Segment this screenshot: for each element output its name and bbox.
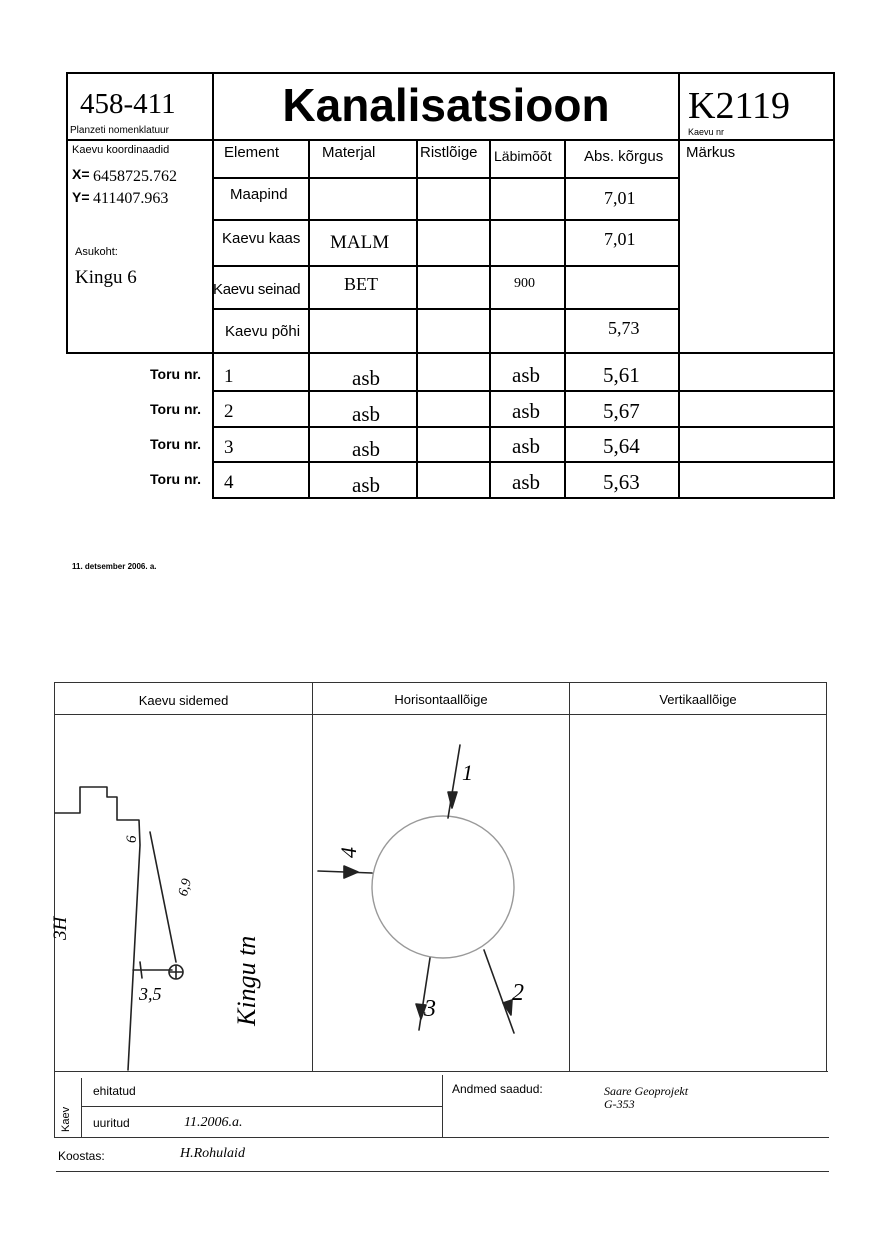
pipe-diameter: asb [512, 363, 540, 387]
page-title: Kanalisatsioon [282, 79, 610, 131]
note-dim-upper: 6 [124, 835, 140, 843]
pipe-number: 4 [224, 472, 234, 493]
element-height: 7,01 [604, 188, 636, 208]
col-diameter: Läbimõõt [494, 148, 552, 164]
col-cross-section: Ristlõige [420, 144, 478, 161]
dim-mark [140, 962, 142, 978]
element-name: Kaevu seinad [213, 281, 301, 298]
compiled-value: H.Rohulaid [180, 1146, 245, 1161]
data-label: Andmed saadud: [452, 1082, 543, 1096]
y-label: Y= [72, 189, 90, 205]
manhole-circle [372, 816, 514, 958]
distance-line [150, 832, 176, 962]
sheet-label: Planzeti nomenklatuur [70, 125, 169, 136]
pipe-height: 5,64 [603, 434, 640, 458]
col-element: Element [224, 144, 280, 161]
pipe-mark: 3 [424, 996, 436, 1022]
surveyed-value: 11.2006.a. [184, 1115, 243, 1130]
col-remarks: Märkus [686, 144, 736, 161]
pipe-material: asb [352, 402, 380, 426]
pipe-label: Toru nr. [150, 436, 202, 452]
compiled-label: Koostas: [58, 1149, 105, 1163]
pipe-material: asb [352, 473, 380, 497]
pipe-number: 3 [224, 437, 234, 458]
pipe-line-2 [484, 950, 514, 1033]
col-abs-height: Abs. kõrgus [584, 148, 664, 165]
pipe-material: asb [352, 437, 380, 461]
note-dim-diag: 6,9 [176, 877, 196, 898]
surveyed-label: uuritud [93, 1116, 130, 1130]
x-label: X= [72, 166, 90, 182]
element-name: Maapind [230, 186, 288, 203]
element-height: 7,01 [604, 229, 636, 249]
pipe-mark: 1 [462, 760, 473, 785]
location-label: Asukoht: [75, 246, 118, 258]
note-street: Kingu tn [232, 935, 261, 1026]
pipe-number: 1 [224, 366, 234, 387]
data-source-line2: G-353 [604, 1097, 635, 1111]
pipe-diameter: asb [512, 470, 540, 494]
x-value: 6458725.762 [93, 168, 177, 185]
pipe-height: 5,63 [603, 470, 640, 494]
pipe-label: Toru nr. [150, 366, 202, 382]
element-name: Kaevu kaas [222, 230, 301, 247]
element-name: Kaevu põhi [225, 323, 301, 340]
pipe-label: Toru nr. [150, 471, 202, 487]
pipe-mark: 2 [512, 980, 524, 1006]
pipe-material: asb [352, 366, 380, 390]
built-label: ehitatud [93, 1084, 136, 1098]
sheet-number: 458-411 [80, 88, 176, 120]
well-number: K2119 [688, 85, 791, 127]
element-diameter: 900 [514, 276, 535, 291]
document-date: 11. detsember 2006. a. [72, 562, 157, 571]
pipe-diameter: asb [512, 399, 540, 423]
element-material: MALM [330, 232, 390, 253]
well-label: Kaevu nr [688, 127, 725, 137]
pipe-mark: 4 [336, 847, 361, 858]
pipe-height: 5,61 [603, 363, 640, 387]
note-dim-lower: 3,5 [139, 984, 162, 1004]
pipe-height: 5,67 [603, 399, 640, 423]
note-left: 3H [50, 916, 71, 940]
coords-label: Kaevu koordinaadid [72, 144, 170, 156]
pipe-line-1 [448, 745, 460, 818]
location-value: Kingu 6 [75, 267, 137, 288]
pipe-label: Toru nr. [150, 401, 202, 417]
panel-title-vertical: Vertikaallõige [659, 692, 737, 707]
col-material: Materjal [322, 144, 376, 161]
element-height: 5,73 [608, 318, 640, 338]
panel-title-horizontal: Horisontaallõige [394, 692, 488, 707]
element-material: BET [344, 274, 378, 294]
y-value: 411407.963 [93, 190, 169, 207]
pipe-number: 2 [224, 401, 234, 422]
panel-title-connections: Kaevu sidemed [138, 693, 229, 708]
pipe-diameter: asb [512, 434, 540, 458]
data-source-line1: Saare Geoprojekt [604, 1084, 689, 1098]
kaev-label: Kaev [60, 1106, 72, 1132]
